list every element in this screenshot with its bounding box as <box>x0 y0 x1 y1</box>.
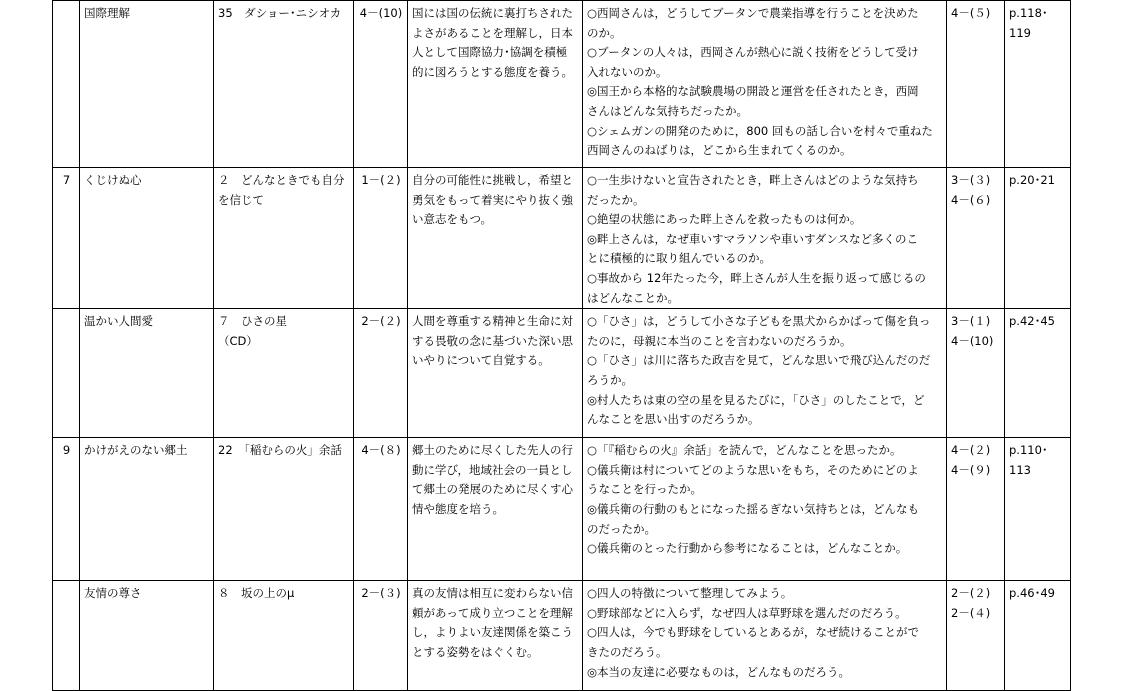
page-cell-text: p.20･21 <box>1009 173 1055 187</box>
aim-cell <box>408 309 583 438</box>
questions-cell-line: ○シェムガンの開発のために，800 回もの話し合いを村々で重ねた <box>587 123 933 138</box>
page-cell <box>1005 438 1071 581</box>
questions-cell-line: ○西岡さんは，どうしてブータンで農業指導を行うことを決めた <box>587 6 919 20</box>
questions-cell-line: 入れないのか。 <box>587 64 668 79</box>
aim-cell-line: とする姿勢をはぐくむ。 <box>412 644 539 659</box>
material-cell-line: ２ どんなときでも自分 <box>218 173 345 187</box>
value-item-cell-text: 2－(３) <box>361 586 401 601</box>
page-cell-text: p.46･49 <box>1009 586 1055 601</box>
related-items-cell-line: 4－(５) <box>951 6 991 20</box>
month-cell <box>53 581 80 691</box>
page-cell-text: p.118･119 <box>1009 6 1048 40</box>
questions-cell-line: ○儀兵衛のとった行動から参考になることは，どんなことか。 <box>587 541 908 556</box>
questions-cell-line: ◎国王から本格的な試験農場の開設と運営を任されたとき，西岡 <box>587 84 919 99</box>
aim-cell <box>408 1 583 168</box>
aim-cell-line: て郷土の発展のために尽くす心 <box>412 482 573 497</box>
aim-cell-line: 人として国際協力･協調を積極 <box>412 45 568 60</box>
table-row <box>53 309 1071 438</box>
page-cell <box>1005 168 1071 309</box>
related-items-cell <box>947 581 1005 691</box>
value-item-cell-text: 4－(10) <box>359 6 403 20</box>
related-items-cell-line: 4－(10) <box>951 333 994 348</box>
questions-cell-line: ○「ひさ」は，どうして小さな子どもを黒犬からかばって傷を負っ <box>587 314 931 329</box>
questions-cell-line: ○絶望の状態にあった畔上さんを救ったものは何か。 <box>587 212 862 227</box>
lesson-plan-table <box>52 0 1071 691</box>
theme-cell <box>80 168 214 309</box>
aim-cell-line: 自分の可能性に挑戦し，希望と <box>412 173 573 187</box>
questions-cell-line: ○儀兵衛は村についてどのような思いをもち，そのためにどのよ <box>587 462 919 477</box>
theme-cell-text: 友情の尊さ <box>84 586 142 601</box>
questions-cell-line: きたのだろう。 <box>587 644 668 659</box>
questions-cell-line: ○一生歩けないと宣告されたとき，畔上さんはどのような気持ち <box>587 173 919 187</box>
page-cell-text: p.42･45 <box>1009 314 1055 329</box>
questions-cell-line: のか。 <box>587 25 622 40</box>
table-row <box>53 438 1071 581</box>
material-cell <box>214 1 354 168</box>
questions-cell-line: だったか。 <box>587 192 645 207</box>
aim-cell-line: よさがあることを理解し，日本 <box>412 25 573 40</box>
questions-cell <box>583 438 947 581</box>
theme-cell-text: くじけぬ心 <box>84 173 142 187</box>
month-cell-text: 7 <box>62 173 71 187</box>
questions-cell-line: のだったか。 <box>587 521 656 536</box>
value-item-cell <box>354 1 408 168</box>
page-cell-text: p.110･113 <box>1009 443 1048 477</box>
month-cell-text: 9 <box>62 443 71 458</box>
aim-cell-line: いやりについて自覚する。 <box>412 353 550 368</box>
theme-cell <box>80 438 214 581</box>
questions-cell-line: とに積極的に取り組んでいるのか。 <box>587 251 771 266</box>
month-cell <box>53 438 80 581</box>
value-item-cell-text: 2－(２) <box>361 314 401 329</box>
related-items-cell-line: 4－(９) <box>951 462 991 477</box>
questions-cell-line: 西岡さんのねばりは，どこから生まれてくるのか。 <box>587 143 852 158</box>
questions-cell-line: ○四人は，今でも野球をしているとあるが，なぜ続けることがで <box>587 625 920 640</box>
material-cell-line: 35 ダショー･ニシオカ <box>218 6 342 20</box>
theme-cell <box>80 309 214 438</box>
questions-cell-line: ○「『稲むらの火』余話」を読んで，どんなことを思ったか。 <box>587 443 902 458</box>
material-cell-line: ８ 坂の上のμ <box>218 586 295 601</box>
aim-cell-line: 人間を尊重する精神と生命に対 <box>412 314 573 329</box>
material-cell-line: を信じて <box>218 192 264 207</box>
related-items-cell-line: 4－(６) <box>951 192 991 207</box>
related-items-cell-line: 3－(１) <box>951 314 991 329</box>
page-cell <box>1005 581 1071 691</box>
aim-cell-line: 国には国の伝統に裏打ちされた <box>412 6 573 20</box>
theme-cell-text: かけがえのない郷土 <box>84 443 188 458</box>
aim-cell-line: 頼があって成り立つことを理解 <box>412 605 573 620</box>
material-cell-line: ７ ひさの星 <box>218 314 287 329</box>
related-items-cell-line: 2－(２) <box>951 586 991 601</box>
questions-cell-line: ○四人の特徴について整理してみよう。 <box>587 586 793 601</box>
theme-cell <box>80 581 214 691</box>
aim-cell-line: する畏敬の念に基づいた深い思 <box>412 333 573 348</box>
aim-cell-line: い意志をもつ。 <box>412 212 493 227</box>
related-items-cell <box>947 1 1005 168</box>
aim-cell-line: し，よりよい友達関係を築こう <box>412 625 573 640</box>
questions-cell-line: さんはどんな気持ちだったか。 <box>587 103 748 118</box>
related-items-cell-line: 4－(２) <box>951 443 991 458</box>
questions-cell-line: ○「ひさ」は川に落ちた政吉を見て，どんな思いで飛び込んだのだ <box>587 353 931 368</box>
value-item-cell <box>354 581 408 691</box>
questions-cell <box>583 309 947 438</box>
questions-cell <box>583 168 947 309</box>
aim-cell-line: 的に図ろうとする態度を養う。 <box>412 64 573 79</box>
value-item-cell <box>354 309 408 438</box>
aim-cell <box>408 581 583 691</box>
month-cell <box>53 168 80 309</box>
page-cell <box>1005 309 1071 438</box>
questions-cell-line: んなことを思い出すのだろうか。 <box>587 412 760 427</box>
material-cell-line: （CD） <box>218 333 258 348</box>
related-items-cell-line: 2－(４) <box>951 605 991 620</box>
theme-cell-text: 国際理解 <box>84 6 130 20</box>
related-items-cell <box>947 309 1005 438</box>
questions-cell-line: たのに，母親に本当のことを言わないのだろうか。 <box>587 333 852 348</box>
questions-cell-line: ○事故から 12年たった今，畔上さんが人生を振り返って感じるの <box>587 270 926 285</box>
aim-cell-line: 真の友情は相互に変わらない信 <box>412 586 573 601</box>
questions-cell-line: ◎畔上さんは，なぜ車いすマラソンや車いすダンスなど多くのこ <box>587 231 918 246</box>
lesson-plan-body <box>53 1 1071 691</box>
month-cell <box>53 1 80 168</box>
questions-cell-line: ろうか。 <box>587 372 633 387</box>
theme-cell <box>80 1 214 168</box>
aim-cell-line: 情や態度を培う。 <box>412 501 504 516</box>
table-row <box>53 168 1071 309</box>
related-items-cell-line: 3－(３) <box>951 173 991 187</box>
table-row <box>53 1 1071 168</box>
questions-cell <box>583 581 947 691</box>
questions-cell-line: ◎村人たちは東の空の星を見るたびに，「ひさ」のしたことで，ど <box>587 392 925 407</box>
theme-cell-text: 温かい人間愛 <box>84 314 153 329</box>
aim-cell-line: 動に学び，地域社会の一員とし <box>412 462 573 477</box>
material-cell <box>214 438 354 581</box>
questions-cell-line: ○ブータンの人々は，西岡さんが熱心に説く技術をどうして受け <box>587 45 919 60</box>
value-item-cell-text: 1－(２) <box>361 173 401 187</box>
questions-cell-line: はどんなことか。 <box>587 290 679 305</box>
value-item-cell <box>354 438 408 581</box>
material-cell <box>214 581 354 691</box>
value-item-cell-text: 4－(８) <box>361 443 401 458</box>
material-cell <box>214 309 354 438</box>
related-items-cell <box>947 168 1005 309</box>
material-cell <box>214 168 354 309</box>
aim-cell-line: 勇気をもって着実にやり抜く強 <box>412 192 573 207</box>
aim-cell-line: 郷土のために尽くした先人の行 <box>412 443 573 458</box>
month-cell <box>53 309 80 438</box>
questions-cell <box>583 1 947 168</box>
questions-cell-line: ◎本当の友達に必要なものは，どんなものだろう。 <box>587 664 851 679</box>
aim-cell <box>408 168 583 309</box>
aim-cell <box>408 438 583 581</box>
material-cell-line: 22 「稲むらの火」余話 <box>218 443 342 458</box>
questions-cell-line: ○野球部などに入らず，なぜ四人は草野球を選んだのだろう。 <box>587 605 907 620</box>
value-item-cell <box>354 168 408 309</box>
table-row <box>53 581 1071 691</box>
questions-cell-line: うなことを行ったか。 <box>587 482 702 497</box>
related-items-cell <box>947 438 1005 581</box>
page-cell <box>1005 1 1071 168</box>
questions-cell-line: ◎儀兵衛の行動のもとになった揺るぎない気持ちとは，どんなも <box>587 501 920 516</box>
